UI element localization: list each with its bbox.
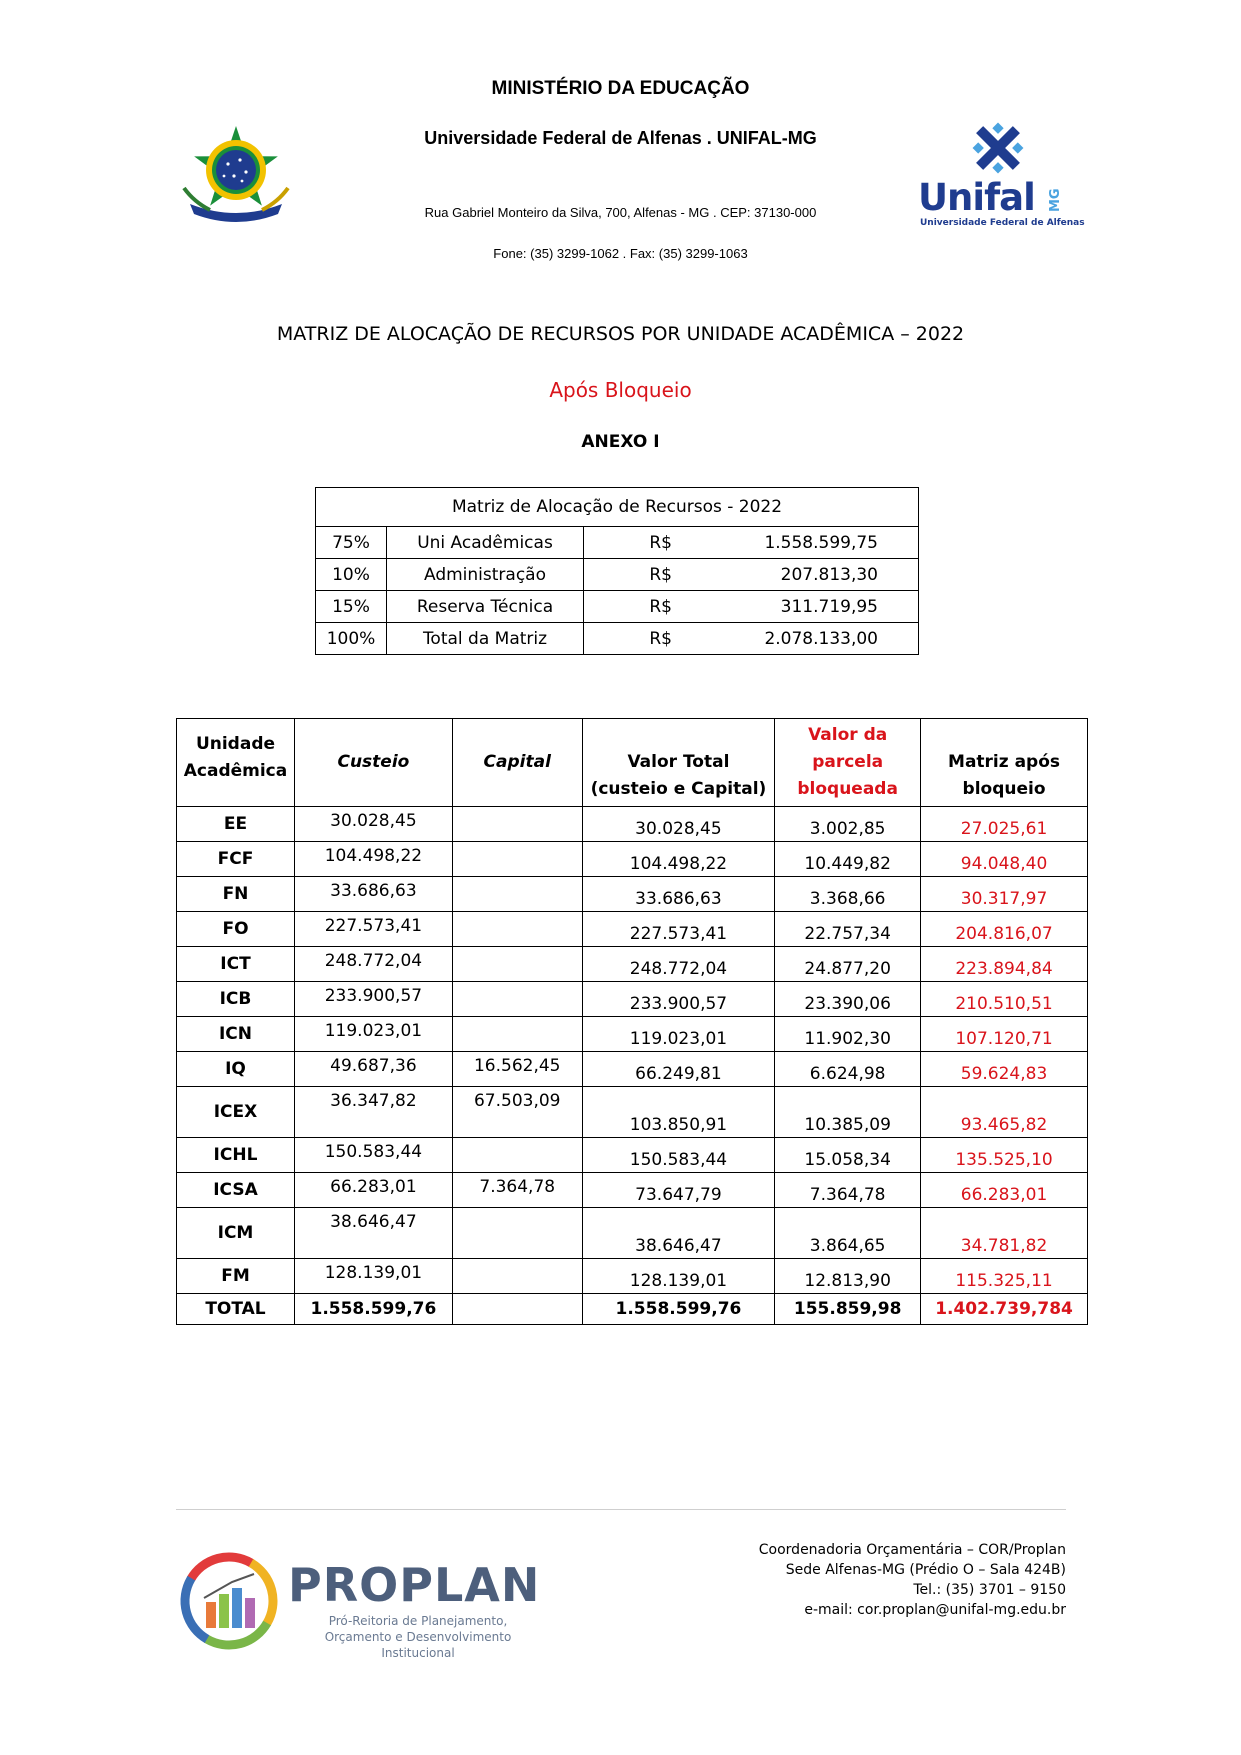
summary-pct-cell: 10% <box>316 559 387 591</box>
summary-header-row <box>316 488 919 527</box>
custeio-cell: 38.646,47 <box>294 1208 452 1259</box>
document-title: MATRIZ DE ALOCAÇÃO DE RECURSOS POR UNIDADE ACADÊMICA – 2022 <box>276 323 965 345</box>
total-cell: 233.900,57 <box>582 982 775 1017</box>
header-after: Matriz após bloqueio <box>921 719 1088 807</box>
summary-value-cell: 311.719,95 <box>690 591 919 623</box>
summary-pct-cell: 15% <box>316 591 387 623</box>
after-block-cell: 27.025,61 <box>921 807 1088 842</box>
custeio-cell: 248.772,04 <box>294 947 452 982</box>
after-block-cell: 115.325,11 <box>921 1259 1088 1294</box>
capital-cell: 16.562,45 <box>452 1052 582 1087</box>
university-heading: Universidade Federal de Alfenas . UNIFAL-MG <box>424 128 817 148</box>
summary-currency-cell: R$ <box>584 527 691 559</box>
after-block-cell: 210.510,51 <box>921 982 1088 1017</box>
proplan-logo-subtitle <box>288 1613 548 1661</box>
after-block-cell: 34.781,82 <box>921 1208 1088 1259</box>
summary-currency-cell: R$ <box>584 559 691 591</box>
summary-label-cell: Administração <box>387 559 584 591</box>
annex-label: ANEXO I <box>581 432 660 452</box>
blocked-cell: 11.902,30 <box>775 1017 921 1052</box>
table-row <box>177 1259 1088 1294</box>
total-after-block-cell: 1.402.739,784 <box>921 1294 1088 1325</box>
footer-contact <box>759 1540 1066 1620</box>
header-unit: Unidade Acadêmica <box>177 719 295 807</box>
summary-value-cell: 2.078.133,00 <box>690 623 919 655</box>
summary-value-cell: 207.813,30 <box>690 559 919 591</box>
blocked-cell: 3.864,65 <box>775 1208 921 1259</box>
table-row <box>177 1208 1088 1259</box>
address-line: Rua Gabriel Monteiro da Silva, 700, Alfenas - MG . CEP: 37130-000 <box>424 205 817 220</box>
capital-cell: 7.364,78 <box>452 1173 582 1208</box>
unit-cell: ICM <box>177 1208 295 1259</box>
capital-cell <box>452 807 582 842</box>
allocation-header-row <box>177 719 1088 807</box>
unit-cell: ICSA <box>177 1173 295 1208</box>
blocked-cell: 3.002,85 <box>775 807 921 842</box>
table-row <box>177 877 1088 912</box>
custeio-cell: 227.573,41 <box>294 912 452 947</box>
total-cell: 227.573,41 <box>582 912 775 947</box>
footer-location: Sede Alfenas-MG (Prédio O – Sala 424B) <box>785 1562 1066 1578</box>
allocation-table <box>176 718 1088 1325</box>
capital-cell <box>452 1259 582 1294</box>
summary-label-cell: Uni Acadêmicas <box>387 527 584 559</box>
capital-cell <box>452 912 582 947</box>
total-row <box>177 1294 1088 1325</box>
blocked-cell: 12.813,90 <box>775 1259 921 1294</box>
header-blocked: Valor da parcela bloqueada <box>775 719 921 807</box>
table-row <box>177 912 1088 947</box>
summary-row <box>316 591 919 623</box>
proplan-logo-word: PROPLAN <box>288 1558 541 1612</box>
custeio-cell: 119.023,01 <box>294 1017 452 1052</box>
total-cell: 119.023,01 <box>582 1017 775 1052</box>
unit-cell: ICN <box>177 1017 295 1052</box>
total-cell: 73.647,79 <box>582 1173 775 1208</box>
proplan-subtitle-line1: Pró-Reitoria de Planejamento, <box>328 1614 508 1628</box>
unifal-logo <box>918 112 1085 232</box>
after-block-cell: 59.624,83 <box>921 1052 1088 1087</box>
ministry-heading: MINISTÉRIO DA EDUCAÇÃO <box>491 78 750 99</box>
footer-divider <box>176 1509 1066 1510</box>
blocked-cell: 6.624,98 <box>775 1052 921 1087</box>
status-subtitle: Após Bloqueio <box>549 378 692 402</box>
total-cell: 150.583,44 <box>582 1138 775 1173</box>
total-unit-cell: TOTAL <box>177 1294 295 1325</box>
header-custeio: Custeio <box>294 719 452 807</box>
total-cell: 38.646,47 <box>582 1208 775 1259</box>
custeio-cell: 128.139,01 <box>294 1259 452 1294</box>
table-row <box>177 947 1088 982</box>
unit-cell: ICT <box>177 947 295 982</box>
total-cell: 30.028,45 <box>582 807 775 842</box>
unit-cell: IQ <box>177 1052 295 1087</box>
table-row <box>177 982 1088 1017</box>
proplan-ring-logo-icon <box>178 1550 280 1652</box>
custeio-cell: 150.583,44 <box>294 1138 452 1173</box>
summary-currency-cell: R$ <box>584 623 691 655</box>
capital-cell <box>452 1138 582 1173</box>
footer-department: Coordenadoria Orçamentária – COR/Proplan <box>758 1542 1066 1558</box>
custeio-cell: 36.347,82 <box>294 1087 452 1138</box>
unit-cell: ICB <box>177 982 295 1017</box>
table-row <box>177 807 1088 842</box>
total-cell: 66.249,81 <box>582 1052 775 1087</box>
footer-email: e-mail: cor.proplan@unifal-mg.edu.br <box>804 1602 1066 1618</box>
blocked-cell: 7.364,78 <box>775 1173 921 1208</box>
table-row <box>177 1052 1088 1087</box>
proplan-subtitle-line2: Orçamento e Desenvolvimento Institucional <box>324 1630 512 1660</box>
total-total-cell: 1.558.599,76 <box>582 1294 775 1325</box>
blocked-cell: 23.390,06 <box>775 982 921 1017</box>
capital-cell <box>452 1017 582 1052</box>
unifal-logo-text: Unifal <box>918 176 1035 219</box>
capital-cell <box>452 1208 582 1259</box>
phone-line: Fone: (35) 3299-1062 . Fax: (35) 3299-1063 <box>493 246 748 261</box>
summary-value-cell: 1.558.599,75 <box>690 527 919 559</box>
after-block-cell: 204.816,07 <box>921 912 1088 947</box>
capital-cell <box>452 982 582 1017</box>
total-cell: 103.850,91 <box>582 1087 775 1138</box>
custeio-cell: 30.028,45 <box>294 807 452 842</box>
footer-phone: Tel.: (35) 3701 – 9150 <box>913 1582 1066 1598</box>
capital-cell: 67.503,09 <box>452 1087 582 1138</box>
unit-cell: FCF <box>177 842 295 877</box>
summary-table <box>315 487 919 655</box>
summary-currency-cell: R$ <box>584 591 691 623</box>
total-cell: 33.686,63 <box>582 877 775 912</box>
custeio-cell: 33.686,63 <box>294 877 452 912</box>
table-row <box>177 1087 1088 1138</box>
after-block-cell: 66.283,01 <box>921 1173 1088 1208</box>
header-capital: Capital <box>452 719 582 807</box>
after-block-cell: 107.120,71 <box>921 1017 1088 1052</box>
custeio-cell: 233.900,57 <box>294 982 452 1017</box>
unit-cell: FM <box>177 1259 295 1294</box>
blocked-cell: 15.058,34 <box>775 1138 921 1173</box>
header-total: Valor Total (custeio e Capital) <box>582 719 775 807</box>
brazil-coat-of-arms-logo <box>180 118 292 230</box>
custeio-cell: 49.687,36 <box>294 1052 452 1087</box>
blocked-cell: 10.449,82 <box>775 842 921 877</box>
summary-pct-cell: 100% <box>316 623 387 655</box>
unifal-logo-mg: MG <box>1048 188 1063 212</box>
summary-label-cell: Reserva Técnica <box>387 591 584 623</box>
summary-pct-cell: 75% <box>316 527 387 559</box>
unifal-logo-subtitle: Universidade Federal de Alfenas <box>920 218 1085 228</box>
summary-row <box>316 623 919 655</box>
table-row <box>177 1138 1088 1173</box>
after-block-cell: 30.317,97 <box>921 877 1088 912</box>
blocked-cell: 3.368,66 <box>775 877 921 912</box>
total-cell: 248.772,04 <box>582 947 775 982</box>
custeio-cell: 66.283,01 <box>294 1173 452 1208</box>
blocked-cell: 24.877,20 <box>775 947 921 982</box>
after-block-cell: 223.894,84 <box>921 947 1088 982</box>
summary-heading: Matriz de Alocação de Recursos - 2022 <box>316 488 919 527</box>
unit-cell: ICEX <box>177 1087 295 1138</box>
unit-cell: FN <box>177 877 295 912</box>
total-custeio-cell: 1.558.599,76 <box>294 1294 452 1325</box>
summary-row <box>316 527 919 559</box>
unit-cell: FO <box>177 912 295 947</box>
unit-cell: ICHL <box>177 1138 295 1173</box>
table-row <box>177 1017 1088 1052</box>
after-block-cell: 93.465,82 <box>921 1087 1088 1138</box>
unit-cell: EE <box>177 807 295 842</box>
total-capital-cell <box>452 1294 582 1325</box>
table-row <box>177 1173 1088 1208</box>
capital-cell <box>452 842 582 877</box>
unifal-emblem-icon <box>918 112 1078 182</box>
blocked-cell: 10.385,09 <box>775 1087 921 1138</box>
total-blocked-cell: 155.859,98 <box>775 1294 921 1325</box>
table-row <box>177 842 1088 877</box>
total-cell: 104.498,22 <box>582 842 775 877</box>
capital-cell <box>452 947 582 982</box>
summary-row <box>316 559 919 591</box>
total-cell: 128.139,01 <box>582 1259 775 1294</box>
after-block-cell: 94.048,40 <box>921 842 1088 877</box>
capital-cell <box>452 877 582 912</box>
custeio-cell: 104.498,22 <box>294 842 452 877</box>
summary-label-cell: Total da Matriz <box>387 623 584 655</box>
after-block-cell: 135.525,10 <box>921 1138 1088 1173</box>
blocked-cell: 22.757,34 <box>775 912 921 947</box>
